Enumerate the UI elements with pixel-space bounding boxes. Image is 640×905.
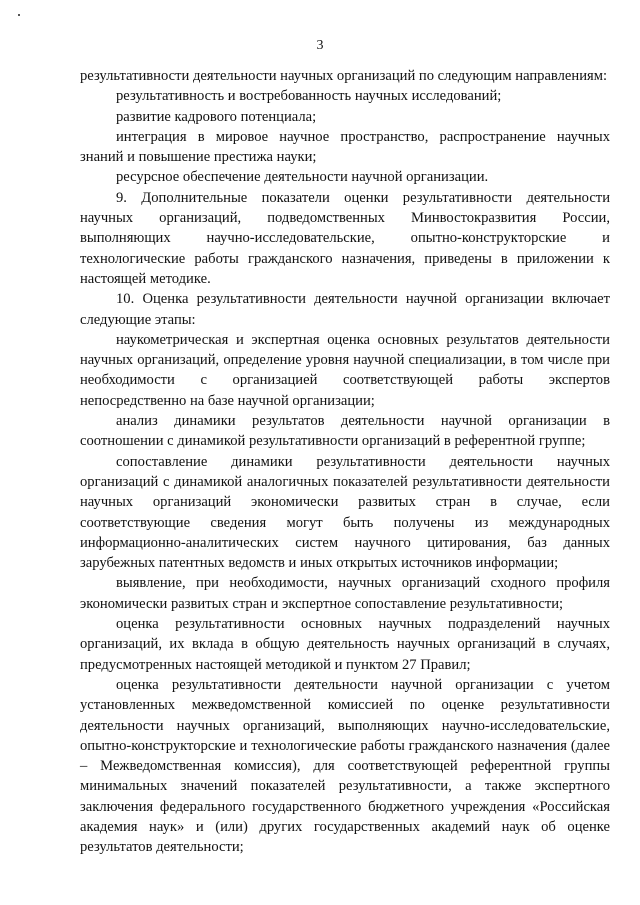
list-item: развитие кадрового потенциала; [116,108,317,125]
stage-item: сопоставление динамики результативности деятельности научных организаций с динамикой аналогичных показателей результативности деятельности научных организаций экономически развитых стран в случае, если соответствующие сведения могут быть получены из международных информационно-аналитических систем научного цитирования, баз данных зарубежных патентных ведомств и иных открытых источников информации; [80,453,610,572]
stage-item: оценка результативности основных научных подразделений научных организаций, их вклада в общую деятельность научных организаций в случаях, предусмотренных настоящей методикой и пунктом 27 Правил; [80,616,610,673]
stage-item: анализ динамики результатов деятельности научной организации в соотношении с динамикой результативности организаций в референтной группе; [80,413,610,450]
scan-speck [18,14,20,16]
clause-9: 9. Дополнительные показатели оценки результативности деятельности научных организаций, подведомственных Минвостокразвития России, выполняющих научно-исследовательские, опытно-конструкторские и технологические работы гражданского назначения, приведены в приложении к настоящей методике. [80,189,610,287]
paragraph: результативности деятельности научных организаций по следующим направлениям: [80,68,608,84]
stage-item: выявление, при необходимости, научных организаций сходного профиля экономически развитых стран и экспертное сопоставление результативности; [80,575,610,612]
clause-10: 10. Оценка результативности деятельности научной организации включает следующие этапы: [80,291,610,328]
list-item: ресурсное обеспечение деятельности научной организации. [116,169,489,186]
document-body [80,66,610,858]
page-number: 3 [316,38,324,53]
stage-item: оценка результативности деятельности научной организации с учетом установленных межведомственной комиссией по оценке результативности деятельности научных организаций, выполняющих научно-исследовательские, опытно-конструкторские и технологические работы гражданского назначения (далее – Межведомственная комиссия), для соответствующей референтной группы минимальных значений показателей результативности, а также экспертного заключения федерального государственного бюджетного учреждения «Российская академия наук» и (или) других государственных академий наук об оценке результатов деятельности; [80,676,610,856]
stage-item: наукометрическая и экспертная оценка основных результатов деятельности научных организаций, определение уровня научной специализации, в том числе при необходимости с организацией соответствующей работы экспертов непосредственно на базе научной организации; [80,331,610,409]
list-item: результативность и востребованность научных исследований; [116,88,502,105]
list-item: интеграция в мировое научное пространство, распространение научных знаний и повышение престижа науки; [80,128,610,166]
